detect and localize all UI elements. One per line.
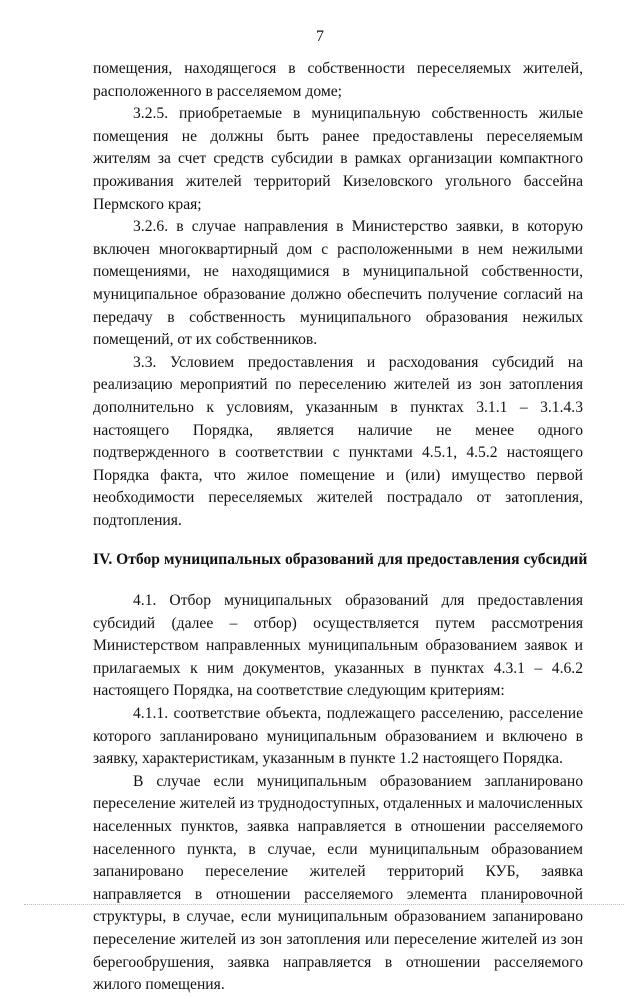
section-heading: IV. Отбор муниципальных образований для предоставления субсидий bbox=[93, 551, 588, 569]
paragraph-3-2-6: 3.2.6. в случае направления в Министерство заявки, в которую включен многоквартирный дом с расположенными в нем нежилыми помещениями, не находящимися в муниципальной собственности, муниципальное образование должно обеспечить получение согласий на передачу в собственность муниципального образования нежилых помещений, от их собственников. bbox=[93, 218, 583, 349]
paragraph-case: В случае если муниципальным образованием запланировано переселение жителей из труднодоступных, отдаленных и малочисленных населенных пунктов, заявка направляется в отношении расселяемого населенного пункта, в случае, если муниципальным образованием запанировано переселение жителей территорий КУБ, заявка направляется в отношении расселяемого элемента планировочной структуры, в случае, если муниципальным образованием запанировано переселение жителей из зон затопления или переселение жителей из зон берегообрушения, заявка направляется в отношении расселяемого жилого помещения. bbox=[93, 772, 583, 994]
document-body bbox=[93, 58, 588, 997]
paragraph-4-1-1: 4.1.1. соответствие объекта, подлежащего расселению, расселение которого запланировано муниципальным образованием и включено в заявку, характеристикам, указанным в пункте 1.2 настоящего Порядка. bbox=[93, 705, 583, 768]
paragraph-continuation: помещения, находящегося в собственности переселяемых жителей, расположенного в расселяемом доме; bbox=[93, 60, 583, 100]
paragraph-3-2-5: 3.2.5. приобретаемые в муниципальную собственность жилые помещения не должны быть ранее предоставлены переселяемым жителям за счет средств субсидии в рамках организации компактного проживания жителей территорий Кизеловского угольного бассейна Пермского края; bbox=[93, 105, 583, 213]
page-number: 7 bbox=[316, 28, 324, 45]
paragraph-4-1: 4.1. Отбор муниципальных образований для предоставления субсидий (далее – отбор) осуществляется путем рассмотрения Министерством направленных муниципальным образованием заявок и прилагаемых к ним документов, указанных в пунктах 4.3.1 – 4.6.2 настоящего Порядка, на соответствие следующим критериям: bbox=[93, 592, 583, 700]
paragraph-3-3: 3.3. Условием предоставления и расходования субсидий на реализацию мероприятий по переселению жителей из зон затопления дополнительно к условиям, указанным в пунктах 3.1.1 – 3.1.4.3 настоящего Порядка, является наличие не менее одного подтвержденного в соответствии с пунктами 4.5.1, 4.5.2 настоящего Порядка факта, что жилое помещение и (или) имущество первой необходимости переселяемых жителей пострадало от затопления, подтопления. bbox=[93, 353, 583, 529]
